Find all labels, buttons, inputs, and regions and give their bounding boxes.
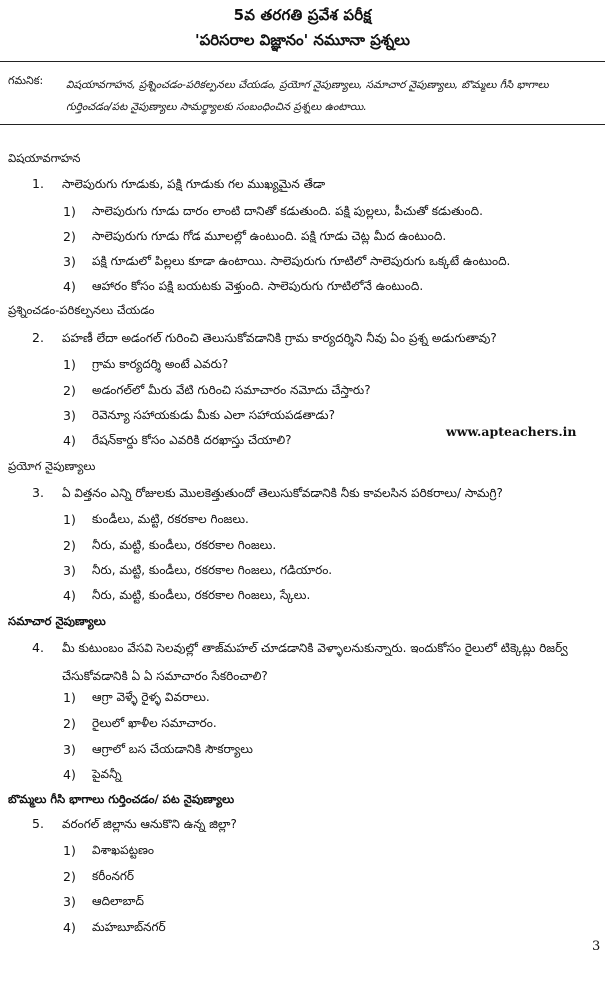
question-number: 4. bbox=[32, 640, 44, 655]
option-text: విశాఖపట్టణం bbox=[92, 843, 154, 857]
option-number: 4) bbox=[63, 279, 76, 294]
section-heading: ప్రయోగ నైపుణ్యాలు bbox=[8, 459, 96, 473]
question-text: ఏ విత్తనం ఎన్ని రోజులకు మొలకెత్తుతుందో తెలుసుకోవడానికి నీకు కావలసిన పరికరాలు/ సామగ్రి? bbox=[62, 486, 503, 500]
option-text: కుండీలు, మట్టి, రకరకాల గింజలు. bbox=[92, 512, 249, 526]
top-divider bbox=[0, 61, 605, 62]
option-number: 2) bbox=[63, 869, 76, 884]
option-text: నీరు, మట్టి, కుండీలు, రకరకాల గింజలు. bbox=[92, 538, 277, 552]
question-text: వరంగల్ జిల్లాను ఆనుకొని ఉన్న జిల్లా? bbox=[62, 817, 237, 831]
bottom-divider bbox=[0, 124, 605, 125]
page-title: 5వ తరగతి ప్రవేశ పరీక్ష bbox=[233, 6, 372, 24]
option-number: 4) bbox=[63, 588, 76, 603]
option-text: పక్షి గూడులో పిల్లలు కూడా ఉంటాయి. సాలెపురుగు గూటిలో సాలెపురుగు ఒక్కటే ఉంటుంది. bbox=[92, 254, 511, 268]
option-text: కరీంనగర్ bbox=[92, 869, 135, 883]
option-number: 3) bbox=[63, 408, 76, 423]
option-text: ఆదిలాబాద్ bbox=[92, 894, 144, 908]
section-heading: బొమ్మలు గీసి భాగాలు గుర్తించడం/ పట నైపుణ్యాలు bbox=[8, 792, 235, 806]
option-text: గ్రామ కార్యదర్శి అంటే ఎవరు? bbox=[92, 357, 229, 371]
option-number: 3) bbox=[63, 894, 76, 909]
option-number: 2) bbox=[63, 229, 76, 244]
option-number: 1) bbox=[63, 357, 76, 372]
question-text: మీ కుటుంబం వేసవి సెలవుల్లో తాజ్‌మహల్ చూడడానికి వెళ్ళాలనుకున్నారు. ఇందుకోసం రైలులో టిక్కెట్లు రిజర్వ్ చేసుకోవడానికి ఏ ఏ సమాచారం సేకరించాలి? bbox=[62, 641, 568, 683]
option-text: రేషన్‌కార్డు కోసం ఎవరికి దరఖాస్తు చేయాలి? bbox=[92, 433, 292, 447]
option-number: 3) bbox=[63, 742, 76, 757]
option-text: సాలెపురుగు గూడు దారం లాంటి దానితో కడుతుంది. పక్షి పుల్లలు, పీచుతో కడుతుంది. bbox=[92, 204, 483, 218]
option-number: 4) bbox=[63, 433, 76, 448]
option-number: 3) bbox=[63, 254, 76, 269]
question-number: 2. bbox=[32, 330, 44, 345]
option-text: ఆగ్రాలో బస చేయడానికి సౌకర్యాలు bbox=[92, 742, 253, 756]
question-number: 3. bbox=[32, 485, 44, 500]
section-heading: సమాచార నైపుణ్యాలు bbox=[8, 614, 106, 628]
page-subtitle: 'పరిసరాల విజ్ఞానం' నమూనా ప్రశ్నలు bbox=[195, 31, 410, 49]
option-number: 1) bbox=[63, 204, 76, 219]
question-text: సాలెపురుగు గూడుకు, పక్షి గూడుకు గల ముఖ్యమైన తేడా bbox=[62, 177, 326, 191]
option-text: రెవెన్యూ సహాయకుడు మీకు ఎలా సహాయపడతాడు? bbox=[92, 408, 335, 422]
page-number: 3 bbox=[592, 939, 601, 954]
option-number: 2) bbox=[63, 383, 76, 398]
option-number: 4) bbox=[63, 767, 76, 782]
option-number: 3) bbox=[63, 563, 76, 578]
option-number: 1) bbox=[63, 690, 76, 705]
option-text: సాలెపురుగు గూడు గోడ మూలల్లో ఉంటుంది. పక్షి గూడు చెట్ల మీద ఉంటుంది. bbox=[92, 229, 447, 243]
note-label: గమనిక: bbox=[8, 74, 44, 87]
option-text: మహబూబ్‌నగర్ bbox=[92, 920, 166, 934]
watermark-url: www.apteachers.in bbox=[446, 424, 577, 439]
option-text: ఆహారం కోసం పక్షి బయటకు వెళ్తుంది. సాలెపురుగు గూటిలోనే ఉంటుంది. bbox=[92, 279, 424, 293]
section-heading: విషయావగాహన bbox=[8, 151, 81, 165]
option-number: 2) bbox=[63, 538, 76, 553]
question-text: పహణీ లేదా అడంగల్ గురించి తెలుసుకోవడానికి గ్రామ కార్యదర్శిని నీవు ఏం ప్రశ్న అడుగుతావు? bbox=[62, 331, 497, 345]
option-text: రైలులో ఖాళీల సమాచారం. bbox=[92, 716, 217, 730]
option-text: పైవన్నీ bbox=[92, 767, 122, 781]
question-number: 1. bbox=[32, 176, 44, 191]
option-number: 1) bbox=[63, 512, 76, 527]
section-heading: ప్రశ్నించడం-పరికల్పనలు చేయడం bbox=[8, 303, 155, 317]
option-number: 4) bbox=[63, 920, 76, 935]
note-text: విషయావగాహన, ప్రశ్నించడం-పరికల్పనలు చేయడం, ప్రయోగ నైపుణ్యాలు, సమాచార నైపుణ్యాలు, బొమ్మలు గీసి భాగాలు గుర్తించడం/పట నైపుణ్యాలు సామర్థ్యాలకు సంబంధించిన ప్రశ్నలు ఉంటాయి. bbox=[66, 79, 549, 113]
option-text: నీరు, మట్టి, కుండీలు, రకరకాల గింజలు, గడియారం. bbox=[92, 563, 333, 577]
option-text: ఆగ్రా వెళ్ళే రైళ్ళ వివరాలు. bbox=[92, 690, 210, 704]
option-text: అడంగల్‌లో మీరు వేటి గురించి సమాచారం నమోదు చేస్తారు? bbox=[92, 383, 371, 397]
option-number: 1) bbox=[63, 843, 76, 858]
question-number: 5. bbox=[32, 816, 44, 831]
option-text: నీరు, మట్టి, కుండీలు, రకరకాల గింజలు, స్కేలు. bbox=[92, 588, 311, 602]
option-number: 2) bbox=[63, 716, 76, 731]
